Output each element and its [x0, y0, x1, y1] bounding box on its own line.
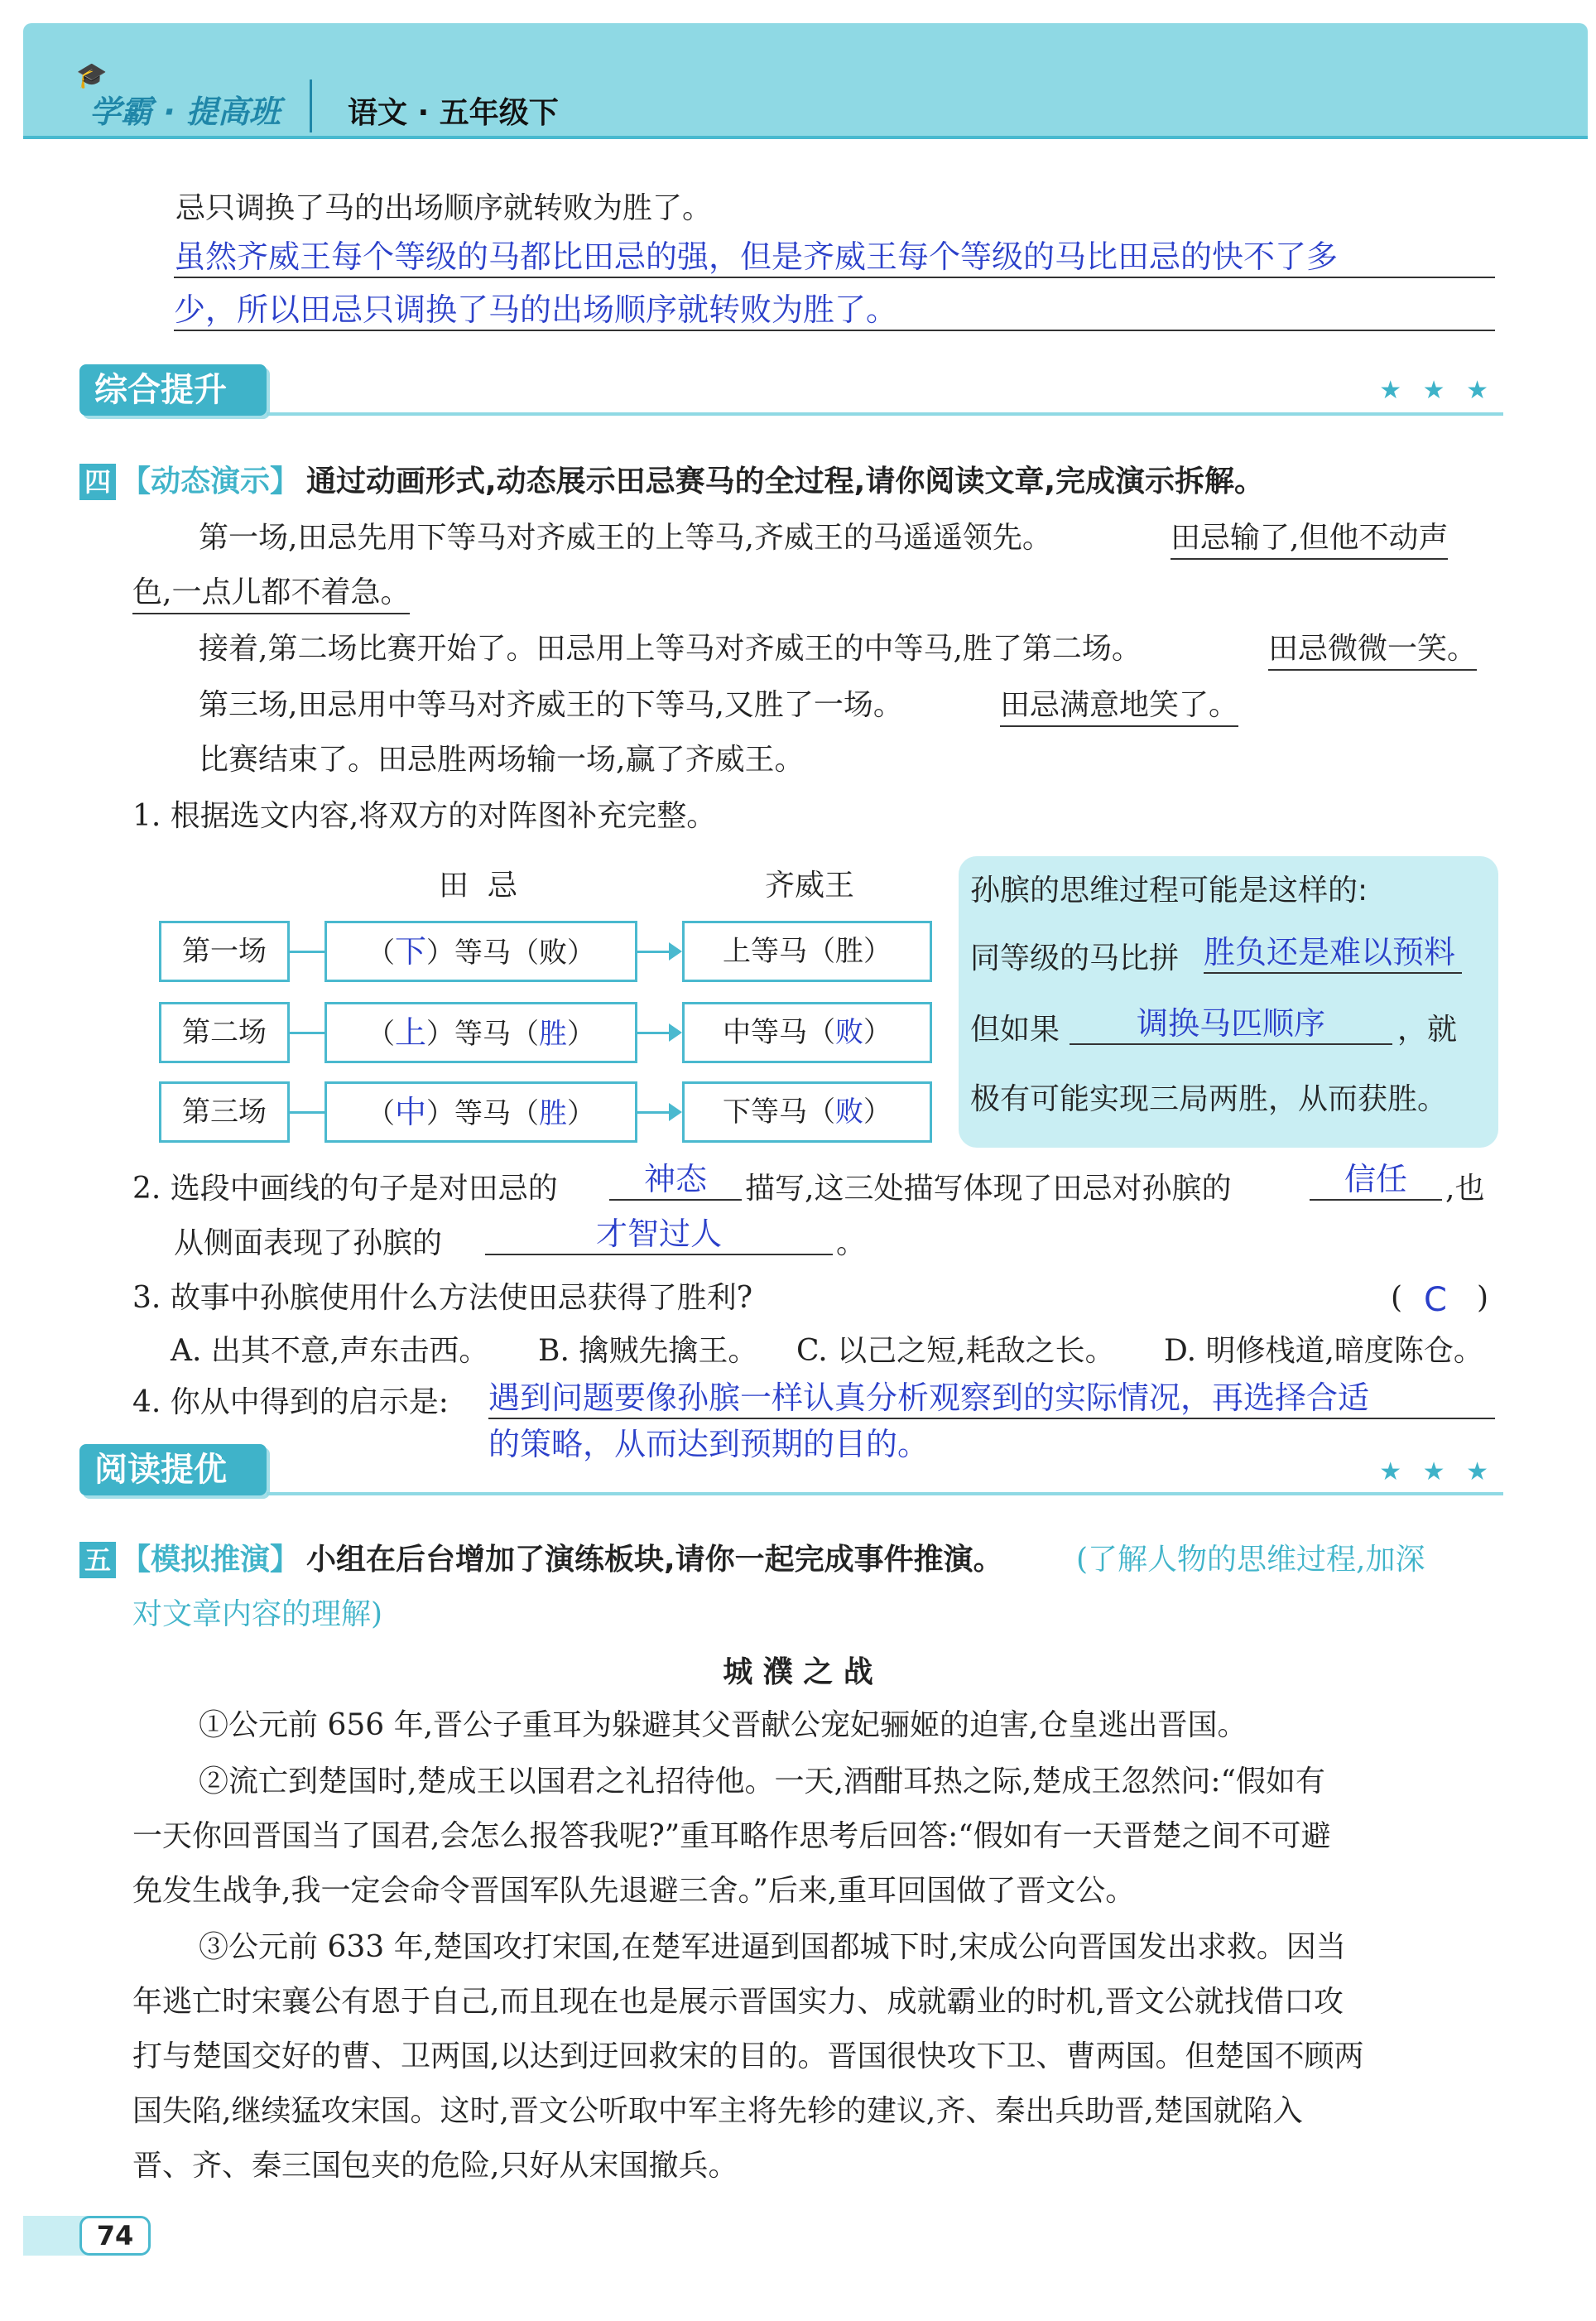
arrow-right-icon — [669, 1023, 682, 1042]
bracket: （ — [366, 1097, 395, 1130]
connector-line — [290, 1032, 324, 1034]
star-rating: ★ ★ ★ — [1379, 376, 1495, 405]
prev-answer-line1: 虽然齐威王每个等级的马都比田忌的强，但是齐威王每个等级的马比田忌的快不了多 — [174, 237, 1495, 278]
tianji-result: 胜 — [539, 1097, 567, 1130]
answer-insight-line1: 遇到问题要像孙膑一样认真分析观察到的实际情况，再选择合适 — [488, 1378, 1495, 1419]
col-header-tianji: 田 忌 — [439, 869, 517, 903]
connector-line — [290, 1111, 324, 1114]
article-para1: ①公元前 656 年,晋公子重耳为躲避其父晋献公宠妃骊姬的迫害,仓皇逃出晋国。 — [199, 1708, 1247, 1742]
thinking-line2-fill: 胜负还是难以预料 — [1204, 932, 1462, 974]
bracket: ） — [567, 937, 595, 970]
tianji-horse-grade: 中 — [394, 1094, 426, 1130]
passage-p1c: 色,一点儿都不着急。 — [132, 573, 410, 614]
sub-question-2d: 从侧面表现了孙膑的 — [174, 1226, 443, 1260]
bracket: ） — [863, 1016, 892, 1049]
qi-horse-box — [682, 1002, 932, 1063]
bracket: （ — [366, 1018, 395, 1051]
thinking-line2-pre: 同等级的马比拼 — [970, 941, 1180, 975]
banner-line — [267, 412, 1503, 416]
passage-p3b: 田忌满意地笑了。 — [1000, 686, 1238, 727]
qi-result: 胜 — [835, 935, 863, 968]
question-hint2: 对文章内容的理解) — [132, 1597, 383, 1631]
tianji-result: 胜 — [539, 1018, 567, 1051]
question-hint1: (了解人物的思维过程,加深 — [1076, 1543, 1425, 1577]
section-title: 综合提升 — [79, 364, 267, 416]
passage-p4: 比赛结束了。田忌胜两场输一场,赢了齐威王。 — [199, 743, 805, 777]
question-tag: 【动态演示】 — [121, 465, 300, 498]
thinking-line3-post: ，就 — [1397, 1013, 1458, 1047]
bracket: ）等马（ — [426, 937, 539, 970]
question-title: 小组在后台增加了演练板块,请你一起完成事件推演。 — [306, 1543, 1003, 1577]
connector-line — [290, 951, 324, 953]
arrow-right-icon — [669, 1103, 682, 1121]
round-label: 第一场 — [159, 921, 290, 982]
sub-question-1: 1. 根据选文内容,将双方的对阵图补充完整。 — [132, 799, 717, 833]
article-para3-l4: 国失陷,继续猛攻宋国。这时,晋文公听取中军主将先轸的建议,齐、秦出兵助晋,楚国就陷入 — [132, 2094, 1303, 2128]
qi-horse-grade: 中等马（ — [723, 1016, 835, 1049]
passage-p2a: 接着,第二场比赛开始了。田忌用上等马对齐威王的中等马,胜了第二场。 — [199, 632, 1142, 666]
article-para2-l2: 一天你回晋国当了国君,会怎么报答我呢?”重耳略作思考后回答:“假如有一天晋楚之间不可避 — [132, 1819, 1331, 1853]
answer-shentai: 神态 — [609, 1159, 742, 1201]
bracket: ） — [863, 935, 892, 968]
section-banner-2 — [79, 1444, 1503, 1499]
qi-horse-grade: 上等马（ — [723, 935, 835, 968]
bracket: ） — [863, 1095, 892, 1129]
answer-insight-line2: 的策略，从而达到预期的目的。 — [488, 1426, 930, 1462]
article-para3-l1: ③公元前 633 年,楚国攻打宋国,在楚军进逼到国都城下时,宋成公向晋国发出求救。因当 — [199, 1930, 1346, 1964]
sub-question-2e: 。 — [836, 1226, 867, 1260]
bracket: ）等马（ — [426, 1018, 539, 1051]
bracket: ）等马（ — [426, 1097, 539, 1130]
section-title: 阅读提优 — [79, 1444, 267, 1495]
round-label: 第三场 — [159, 1081, 290, 1143]
paren-left: ( — [1391, 1281, 1403, 1315]
tianji-horse-box — [324, 921, 637, 982]
round-label: 第二场 — [159, 1002, 290, 1063]
tianji-horse-box — [324, 1081, 637, 1143]
question-number: 五 — [79, 1542, 116, 1578]
qi-horse-grade: 下等马（ — [723, 1095, 835, 1129]
thinking-line4: 极有可能实现三局两胜，从而获胜。 — [970, 1082, 1448, 1116]
article-para3-l2: 年逃亡时宋襄公有恩于自己,而且现在也是展示晋国实力、成就霸业的时机,晋文公就找借口攻 — [132, 1985, 1344, 2019]
page-number: 74 — [79, 2216, 151, 2256]
subject-label: 语文 · 五年级下 — [348, 96, 559, 130]
header-divider — [23, 136, 1588, 139]
qi-result: 败 — [835, 1016, 863, 1049]
article-para3-l5: 晋、齐、秦三国包夹的危险,只好从宋国撤兵。 — [132, 2149, 738, 2183]
sub-question-2a: 2. 选段中画线的句子是对田忌的 — [132, 1172, 558, 1206]
thinking-line3-pre: 但如果 — [970, 1013, 1060, 1047]
answer-xinren: 信任 — [1310, 1159, 1442, 1201]
prev-line: 忌只调换了马的出场顺序就转败为胜了。 — [175, 191, 713, 225]
option-b: B. 擒贼先擒王。 — [538, 1334, 758, 1368]
paren-right: ) — [1477, 1281, 1489, 1315]
option-c: C. 以己之短,耗敌之长。 — [796, 1334, 1115, 1368]
answer-choice: C — [1424, 1281, 1447, 1319]
prev-answer-line2: 少，所以田忌只调换了马的出场顺序就转败为胜了。 — [174, 290, 1495, 331]
passage-p1a: 第一场,田忌先用下等马对齐威王的上等马,齐威王的马遥遥领先。 — [199, 521, 1052, 555]
thinking-line1: 孙膑的思维过程可能是这样的: — [970, 874, 1368, 908]
tianji-horse-grade: 下 — [394, 933, 426, 970]
option-d: D. 明修栈道,暗度陈仓。 — [1164, 1334, 1483, 1368]
article-para3-l3: 打与楚国交好的曹、卫两国,以达到迂回救宋的目的。晋国很快攻下卫、曹两国。但楚国不顾两 — [132, 2039, 1364, 2073]
thinking-bubble — [959, 856, 1498, 1148]
sub-question-2b: 描写,这三处描写体现了田忌对孙膑的 — [745, 1172, 1232, 1206]
question-title: 通过动画形式,动态展示田忌赛马的全过程,请你阅读文章,完成演示拆解。 — [306, 465, 1265, 498]
star-rating: ★ ★ ★ — [1379, 1457, 1495, 1486]
sub-question-2c: ,也 — [1445, 1172, 1485, 1206]
answer-caizhi: 才智过人 — [485, 1214, 833, 1255]
tianji-horse-box — [324, 1002, 637, 1063]
qi-result: 败 — [835, 1095, 863, 1129]
section-banner-1 — [79, 364, 1503, 419]
tianji-horse-grade: 上 — [394, 1014, 426, 1051]
grad-cap-icon: 🎓 — [76, 61, 108, 90]
bracket: ） — [567, 1018, 595, 1051]
question-number: 四 — [79, 464, 116, 500]
bracket: ） — [567, 1097, 595, 1130]
brand-label: 学霸 · 提高班 — [89, 94, 281, 130]
sub-question-4: 4. 你从中得到的启示是: — [132, 1385, 449, 1419]
passage-p3a: 第三场,田忌用中等马对齐威王的下等马,又胜了一场。 — [199, 688, 903, 722]
qi-horse-box — [682, 921, 932, 982]
qi-horse-box — [682, 1081, 932, 1143]
col-header-qi: 齐威王 — [765, 869, 855, 903]
article-para2-l3: 免发生战争,我一定会命令晋国军队先退避三舍。”后来,重耳回国做了晋文公。 — [132, 1874, 1136, 1908]
arrow-right-icon — [669, 942, 682, 961]
thinking-line3-fill: 调换马匹顺序 — [1070, 1004, 1392, 1045]
passage-p1b: 田忌输了,但他不动声 — [1171, 518, 1448, 560]
article-title: 城 濮 之 战 — [723, 1655, 873, 1689]
article-para2-l1: ②流亡到楚国时,楚成王以国君之礼招待他。一天,酒酣耳热之际,楚成王忽然问:“假如有 — [199, 1765, 1325, 1799]
banner-line — [267, 1492, 1503, 1495]
arrow-up-icon — [310, 79, 312, 132]
sub-question-3: 3. 故事中孙膑使用什么方法使田忌获得了胜利? — [132, 1281, 753, 1315]
tianji-result: 败 — [539, 937, 567, 970]
option-a: A. 出其不意,声东击西。 — [171, 1334, 489, 1368]
passage-p2b: 田忌微微一笑。 — [1268, 629, 1477, 671]
question-tag: 【模拟推演】 — [121, 1543, 300, 1577]
bracket: （ — [366, 937, 395, 970]
